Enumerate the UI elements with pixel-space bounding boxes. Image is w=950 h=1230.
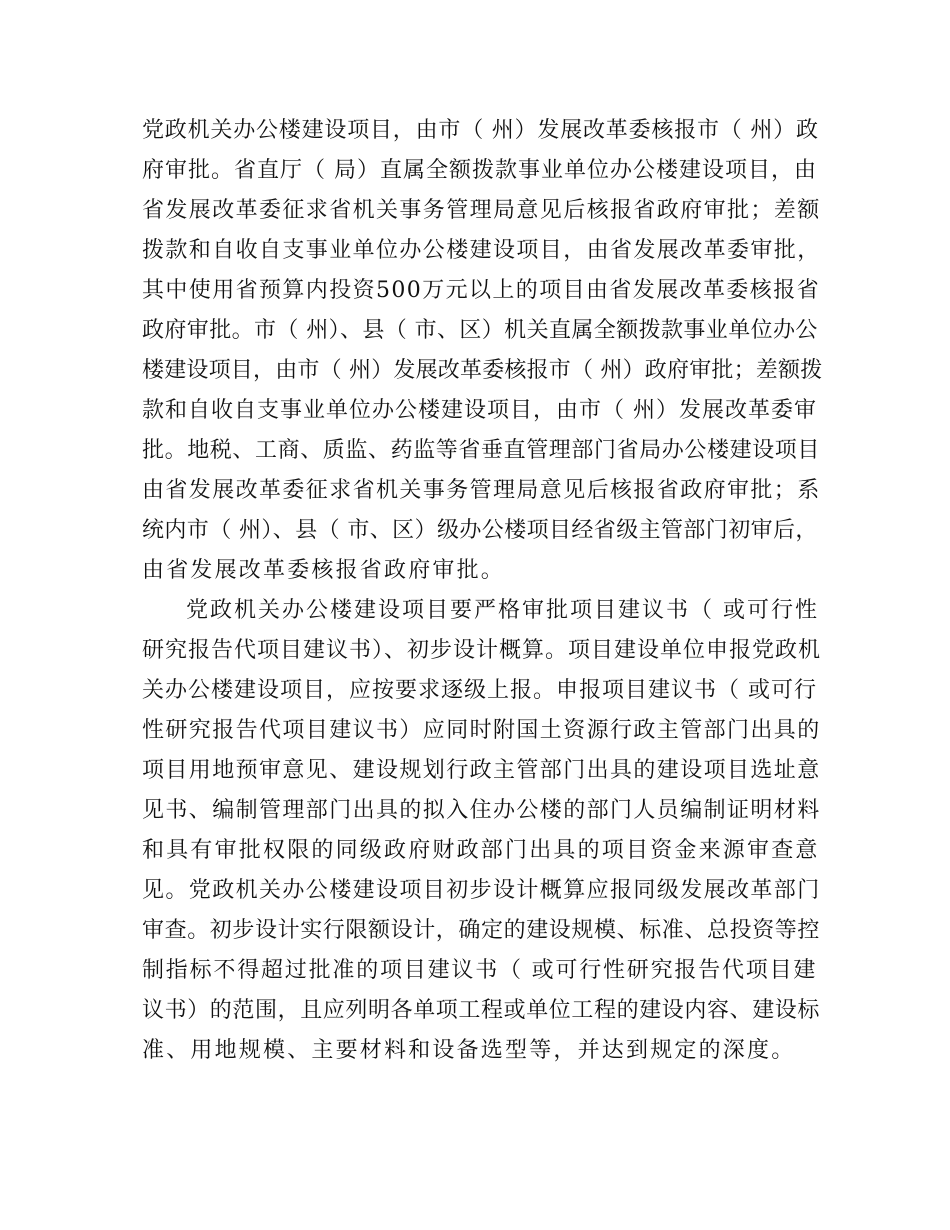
paragraph-1-line-10: 由省发展改革委征求省机关事务管理局意见后核报省政府审批；系 bbox=[142, 478, 821, 503]
paragraph-2-line-11: 议书）的范围，且应列明各单项工程或单位工程的建设内容、建设标 bbox=[142, 998, 821, 1023]
paragraph-2-line-8: 见。党政机关办公楼建设项目初步设计概算应报同级发展改革部门 bbox=[142, 878, 821, 903]
paragraph-2-line-4: 性研究报告代项目建议书）应同时附国土资源行政主管部门出具的 bbox=[142, 718, 821, 743]
paragraph-2-line-3: 关办公楼建设项目，应按要求逐级上报。申报项目建议书（ 或可行 bbox=[142, 678, 817, 703]
paragraph-2-line-7: 和具有审批权限的同级政府财政部门出具的项目资金来源审查意 bbox=[142, 838, 820, 863]
paragraph-1-line-12: 由省发展改革委核报省政府审批。 bbox=[142, 558, 506, 583]
paragraph-1-line-4: 拨款和自收自支事业单位办公楼建设项目，由省发展改革委审批， bbox=[142, 238, 821, 263]
paragraph-1-line-5: 其中使用省预算内投资500万元以上的项目由省发展改革委核报省 bbox=[142, 278, 820, 303]
paragraph-1-line-3: 省发展改革委征求省机关事务管理局意见后核报省政府审批；差额 bbox=[142, 198, 821, 223]
paragraph-1-line-7: 楼建设项目，由市（ 州）发展改革委核报市（ 州）政府审批；差额拨 bbox=[142, 358, 823, 383]
paragraph-1-line-9: 批。地税、工商、质监、药监等省垂直管理部门省局办公楼建设项目 bbox=[142, 438, 821, 463]
paragraph-1-line-1: 党政机关办公楼建设项目，由市（ 州）发展改革委核报市（ 州）政 bbox=[142, 118, 819, 143]
paragraph-1-line-11: 统内市（ 州）、县（ 市、区）级办公楼项目经省级主管部门初审后， bbox=[142, 518, 818, 543]
paragraph-2-line-10: 制指标不得超过批准的项目建议书（ 或可行性研究报告代项目建 bbox=[142, 958, 818, 983]
paragraph-2-line-1: 党政机关办公楼建设项目要严格审批项目建议书（ 或可行性 bbox=[186, 598, 819, 623]
paragraph-2-line-12: 准、用地规模、主要材料和设备选型等，并达到规定的深度。 bbox=[142, 1038, 796, 1063]
paragraph-1-line-8: 款和自收自支事业单位办公楼建设项目，由市（ 州）发展改革委审 bbox=[142, 398, 817, 423]
paragraph-2-line-6: 见书、编制管理部门出具的拟入住办公楼的部门人员编制证明材料 bbox=[142, 798, 821, 823]
paragraph-2-line-2: 研究报告代项目建议书）、初步设计概算。项目建设单位申报党政机 bbox=[142, 638, 822, 663]
paragraph-2-line-5: 项目用地预审意见、建设规划行政主管部门出具的建设项目选址意 bbox=[142, 758, 821, 783]
paragraph-1-line-2: 府审批。省直厅（ 局）直属全额拨款事业单位办公楼建设项目，由 bbox=[142, 158, 817, 183]
paragraph-2-line-9: 审查。初步设计实行限额设计，确定的建设规模、标准、总投资等控 bbox=[142, 918, 821, 943]
paragraph-1-line-6: 政府审批。市（ 州）、县（ 市、区）机关直属全额拨款事业单位办公 bbox=[142, 318, 818, 343]
